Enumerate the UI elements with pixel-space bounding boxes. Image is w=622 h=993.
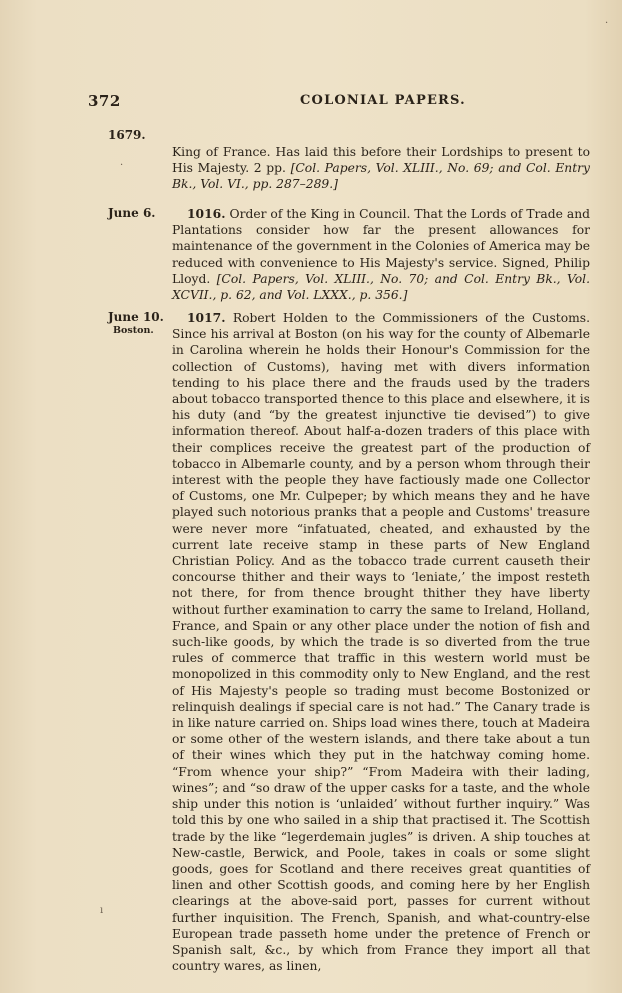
header-title: COLONIAL PAPERS. [300, 93, 466, 108]
page-speck: · [120, 160, 124, 171]
entry-text [172, 310, 590, 974]
entry-number: 1017. [187, 310, 226, 325]
entry-body: King of France. Has laid this before their Lordships to present to His Majesty. 2 pp. [172, 145, 590, 176]
entry-number: 1016. [187, 206, 226, 221]
running-head [0, 92, 622, 116]
entry-body: Order of the King in Council. That the Lords of Trade and Plantations consider how far the present allowances for maintenance of the government in the Colonies of America may be reduced with convenience to His Majesty's service. Signed, Philip Lloyd. [172, 207, 590, 286]
entry-date: June 10. [108, 310, 164, 324]
page-number: 372 [88, 92, 121, 110]
entry-body: Robert Holden to the Commissioners of the Customs. Since his arrival at Boston (on his way for the county of Albemarle in Carolina wherein he holds their Honour's Commission for the collection of Customs), having met with divers information tending to his place there and the frauds used by the traders about tobacco transported thence to this place and elsewhere, it is his duty (and “by the greatest injunctive tie devised”) to give information thereof. About half-a-dozen traders of this place with their complices receive the greatest part of the production of tobacco in Albemarle county, and by a person whom through their interest with the people they have factiously made one Collector of Customs, one Mr. Culpeper; by which means they and he have played such notorious pranks that a people and Customs' treasure were never more “infatuated, cheated, and exhausted by the current late receive stamp in these parts of New England Christian Policy. And as the tobacco trade current causeth their concourse thither and their ways to ‘leniate,’ the impost resteth not there, for from thence brought thither they have liberty without further examination to carry the same to Ireland, Holland, France, and Spain or any other place under the notion of fish and such-like goods, by which the trade is so diverted from the true rules of commerce that traffic in this western world must be monopolized in this commodity only to New England, and the rest of His Majesty's people so trading must become Bostonized or relinquish dealings if special care is not had.” The Canary trade is in like nature carried on. Ships load wines there, touch at Madeira or some other of the western islands, and there take about a tun of their wines which they put in the hatchway coming home. “From whence your ship?” “From Madeira with their lading, wines”; and “so draw of the upper casks for a taste, and the whole ship under this notion is ‘unlaided’ without further inquiry.” Was told this by one who sailed in a ship that practised it. The Scottish trade by the like “legerdemain jugles” is driven. A ship touches at New-castle, Berwick, and Poole, takes in coals or some slight goods, goes for Scotland and there receives great quantities of linen and other Scottish goods, and coming here by her English clearings at the above-said port, passes for current without further inquisition. The French, Spanish, and what-country-else European trade passeth home under the pretence of French or Spanish salt, &c., by which from France they import all that country wares, as linen, [172, 311, 590, 974]
entry-text [172, 144, 590, 193]
entry-date: June 6. [108, 206, 156, 220]
entry-text [172, 206, 590, 303]
entry-citation: [Col. Papers, Vol. XLIII., No. 70; and Col. Entry Bk., Vol. XCVII., p. 62, and Vol. LXXX., p. 356.] [172, 271, 590, 303]
entry-place: Boston. [113, 325, 154, 336]
page-speck: · [605, 18, 609, 29]
entry-citation: [Col. Papers, Vol. XLIII., No. 69; and Col. Entry Bk., Vol. VI., pp. 287–289.] [172, 161, 590, 192]
entry-year: 1679. [108, 128, 146, 142]
page-speck: ı [100, 905, 104, 916]
